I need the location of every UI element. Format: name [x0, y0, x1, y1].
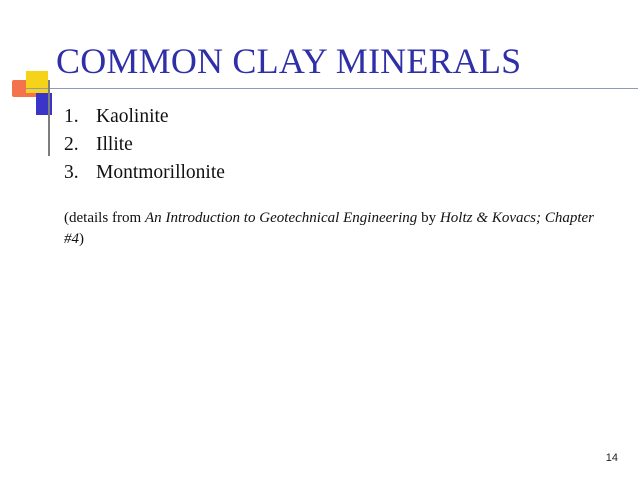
- vertical-accent-rule: [48, 80, 50, 156]
- page-number: 14: [605, 452, 618, 464]
- list-item: [64, 159, 225, 187]
- list-item-text: Montmorillonite: [96, 162, 225, 183]
- mineral-list: [64, 103, 225, 187]
- list-item: [64, 131, 225, 159]
- title-underline-rule: [26, 88, 638, 89]
- list-item-text: Kaolinite: [96, 106, 169, 127]
- note-open: (details from: [64, 210, 145, 226]
- list-item-text: Illite: [96, 134, 133, 155]
- note-by: by: [417, 210, 440, 226]
- list-item: [64, 103, 225, 131]
- book-authors: Holtz & Kovacs; Chapter #4: [64, 210, 594, 247]
- list-item-number: 2.: [64, 134, 79, 155]
- list-item-number: 3.: [64, 162, 79, 183]
- book-title: An Introduction to Geotechnical Engineering: [145, 210, 418, 226]
- decorative-yellow-square: [26, 71, 48, 93]
- note-close: ): [79, 231, 84, 247]
- slide-title: COMMON CLAY MINERALS: [56, 41, 522, 81]
- list-item-number: 1.: [64, 106, 79, 127]
- reference-note: [64, 208, 594, 250]
